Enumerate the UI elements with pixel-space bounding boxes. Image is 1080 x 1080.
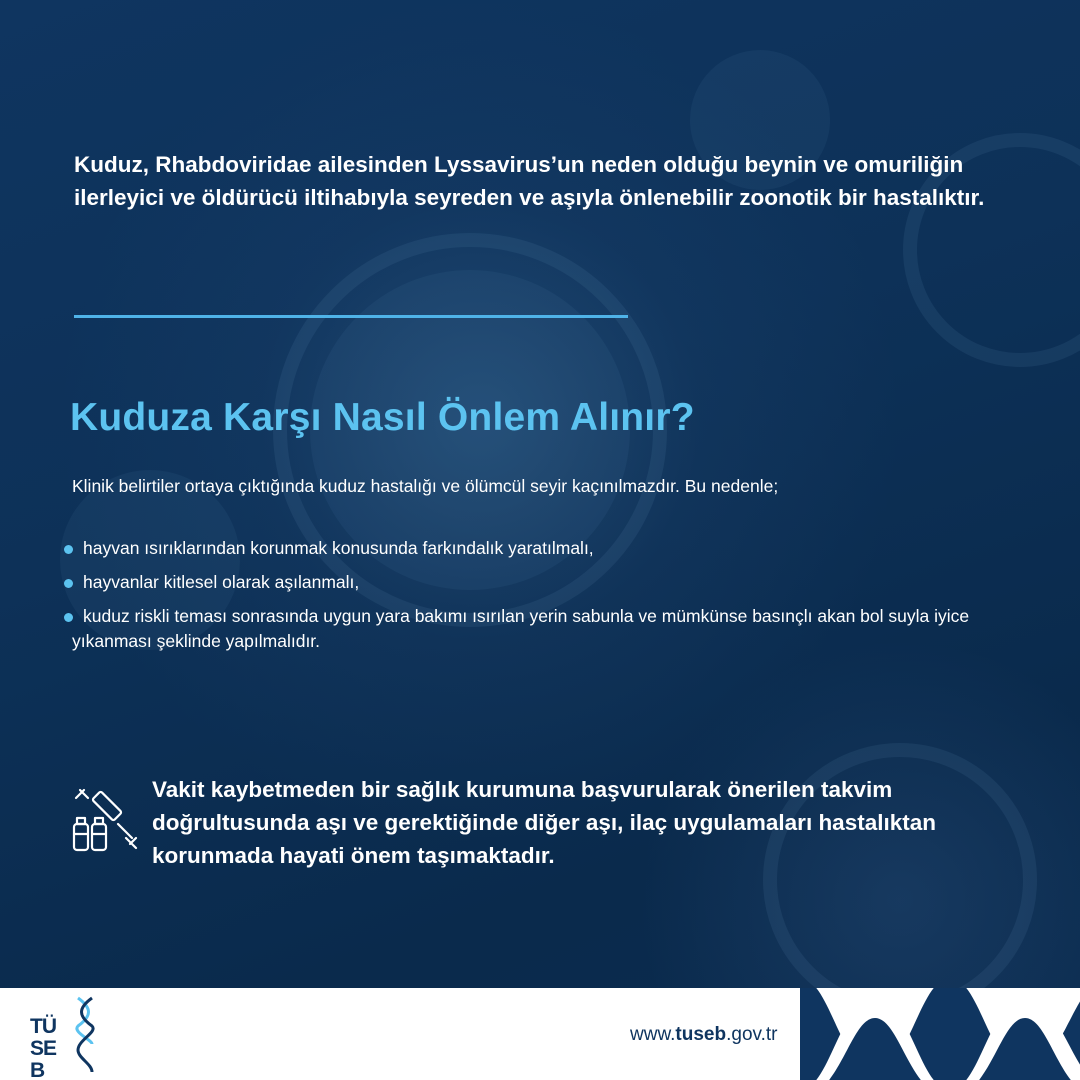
list-item xyxy=(64,604,1024,654)
logo-line: TÜ xyxy=(30,1015,56,1038)
list-item-text: kuduz riskli teması sonrasında uygun yara bakımı ısırılan yerin sabunla ve mümkünse basınçlı akan bol suyla iyice yıkanması şeklinde yapılmalıdır. xyxy=(72,606,970,651)
logo-line: SE xyxy=(30,1037,57,1060)
list-item xyxy=(64,536,1024,561)
logo-wordmark xyxy=(30,1016,56,1080)
prevention-list xyxy=(64,536,1024,663)
section-heading: Kuduza Karşı Nasıl Önlem Alınır? xyxy=(70,396,695,439)
tuseb-logo[interactable] xyxy=(30,994,94,1080)
logo-line: B xyxy=(30,1059,45,1080)
dna-helix-icon xyxy=(74,994,96,1074)
vaccine-syringe-icon xyxy=(70,784,142,856)
callout-text: Vakit kaybetmeden bir sağlık kurumuna başvurularak önerilen takvim doğrultusunda aşı ve gerektiğinde diğer aşı, ilaç uygulamaları hastalıktan korunmada hayati önem taşımaktadır. xyxy=(152,777,936,868)
section-divider xyxy=(74,315,628,318)
website-prefix: www. xyxy=(630,1024,676,1045)
dna-wave-decoration xyxy=(800,988,1080,1080)
section-lead: Klinik belirtiler ortaya çıktığında kuduz hastalığı ve ölümcül seyir kaçınılmazdır. Bu nedenle; xyxy=(72,476,779,496)
bullet-dot-icon xyxy=(64,613,73,622)
bullet-dot-icon xyxy=(64,545,73,554)
list-item xyxy=(64,570,1024,595)
bullet-dot-icon xyxy=(64,579,73,588)
list-item-text: hayvanlar kitlesel olarak aşılanmalı, xyxy=(83,572,360,592)
website-brand: tuseb xyxy=(675,1024,727,1045)
website-link[interactable] xyxy=(630,1024,777,1046)
website-suffix: .gov.tr xyxy=(726,1024,778,1045)
list-item-text: hayvan ısırıklarından korunmak konusunda farkındalık yaratılmalı, xyxy=(83,538,594,558)
intro-paragraph: Kuduz, Rhabdoviridae ailesinden Lyssavirus’un neden olduğu beynin ve omuriliğin ilerleyici ve öldürücü iltihabıyla seyreden ve aşıyla önlenebilir zoonotik bir hastalıktır. xyxy=(74,152,985,210)
footer xyxy=(0,988,1080,1080)
